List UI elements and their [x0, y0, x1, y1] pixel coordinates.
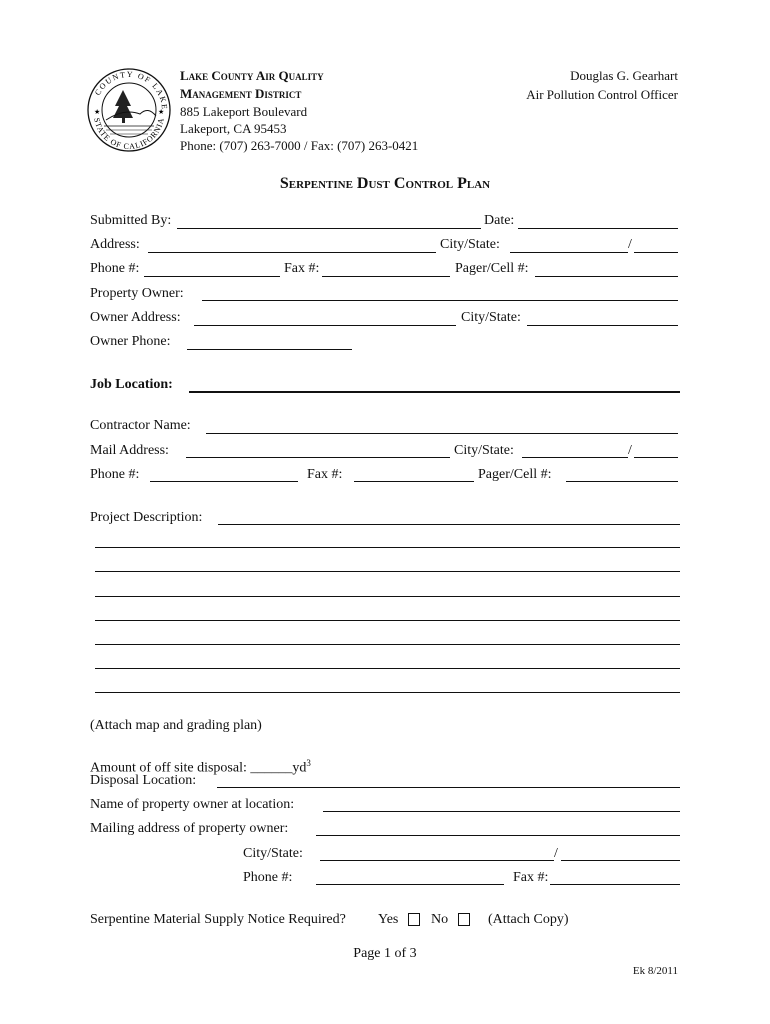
contractor-name-field[interactable] — [206, 433, 678, 434]
agency-phone-fax: Phone: (707) 263-7000 / Fax: (707) 263-0421 — [180, 138, 419, 153]
agency-name-line2: Management District — [180, 86, 302, 101]
project-description-line[interactable] — [95, 644, 680, 645]
owner-phone-label: Owner Phone: — [90, 334, 171, 349]
owner-city-state-field[interactable] — [527, 325, 678, 326]
address-field[interactable] — [148, 252, 436, 253]
page-number: Page 1 of 3 — [353, 946, 417, 961]
contractor-phone-label: Phone #: — [90, 467, 140, 482]
svg-text:COUNTY OF LAKE: COUNTY OF LAKE — [92, 69, 170, 111]
owner-address-field[interactable] — [194, 325, 456, 326]
disposal-location-field[interactable] — [217, 787, 680, 788]
contractor-state-field[interactable] — [634, 457, 678, 458]
project-description-field[interactable] — [218, 524, 680, 525]
contractor-city-field[interactable] — [522, 457, 628, 458]
pager-label: Pager/Cell #: — [455, 261, 529, 276]
project-description-line[interactable] — [95, 596, 680, 597]
supply-notice-question: Serpentine Material Supply Notice Required? — [90, 912, 346, 927]
yes-label: Yes — [378, 912, 399, 927]
submitted-by-field[interactable] — [177, 228, 481, 229]
contractor-name-label: Contractor Name: — [90, 418, 191, 433]
slash-separator: / — [628, 237, 632, 252]
disposal-phone-field[interactable] — [316, 884, 504, 885]
disposal-slash: / — [554, 846, 558, 861]
submitted-by-label: Submitted By: — [90, 213, 172, 228]
owner-phone-field[interactable] — [187, 349, 352, 350]
svg-text:STATE OF CALIFORNIA: STATE OF CALIFORNIA — [92, 116, 166, 152]
disposal-amount-label: Amount of off site disposal: $\_\_\_\_\_\_yd^3$ — [90, 758, 311, 776]
phone-field[interactable] — [144, 276, 280, 277]
owner-city-state-label: City/State: — [461, 310, 521, 325]
agency-street: 885 Lakeport Boulevard — [180, 104, 308, 119]
mail-address-field[interactable] — [186, 457, 450, 458]
form-revision-code: Ek 8/2011 — [632, 965, 678, 977]
disposal-city-field[interactable] — [320, 860, 554, 861]
project-description-line[interactable] — [95, 668, 680, 669]
contractor-pager-field[interactable] — [566, 481, 678, 482]
project-description-line[interactable] — [95, 571, 680, 572]
state-field[interactable] — [634, 252, 678, 253]
job-location-label: Job Location: — [90, 377, 173, 392]
owner-address-label: Owner Address: — [90, 310, 181, 325]
disposal-owner-mailing-field[interactable] — [316, 835, 680, 836]
address-label: Address: — [90, 237, 140, 252]
property-owner-label: Property Owner: — [90, 286, 184, 301]
agency-city: Lakeport, CA 95453 — [180, 121, 287, 136]
disposal-owner-name-label: Name of property owner at location: — [90, 797, 295, 812]
fax-label: Fax #: — [284, 261, 320, 276]
job-location-field[interactable] — [189, 391, 680, 393]
disposal-state-field[interactable] — [561, 860, 680, 861]
disposal-fax-label: Fax #: — [513, 870, 549, 885]
phone-label: Phone #: — [90, 261, 140, 276]
officer-title: Air Pollution Control Officer — [526, 87, 678, 102]
officer-name: Douglas G. Gearhart — [570, 68, 678, 83]
property-owner-field[interactable] — [202, 300, 678, 301]
contractor-phone-field[interactable] — [150, 481, 298, 482]
county-seal-logo — [86, 64, 172, 156]
yes-checkbox[interactable] — [408, 913, 420, 926]
project-description-line[interactable] — [95, 620, 680, 621]
mail-address-label: Mail Address: — [90, 443, 169, 458]
disposal-owner-name-field[interactable] — [323, 811, 680, 812]
form-title: Serpentine Dust Control Plan — [279, 175, 491, 192]
fax-field[interactable] — [322, 276, 450, 277]
no-checkbox[interactable] — [458, 913, 470, 926]
city-state-label: City/State: — [440, 237, 500, 252]
no-label: No — [431, 912, 449, 927]
contractor-city-state-label: City/State: — [454, 443, 514, 458]
agency-name-line1: Lake County Air Quality — [180, 68, 324, 83]
date-label: Date: — [484, 213, 515, 228]
date-field[interactable] — [518, 228, 678, 229]
contractor-fax-label: Fax #: — [307, 467, 343, 482]
contractor-slash: / — [628, 443, 632, 458]
contractor-pager-label: Pager/Cell #: — [478, 467, 552, 482]
svg-text:★: ★ — [94, 108, 101, 116]
disposal-owner-mailing-label: Mailing address of property owner: — [90, 821, 289, 836]
disposal-fax-field[interactable] — [550, 884, 680, 885]
pager-field[interactable] — [535, 276, 678, 277]
disposal-location-label: Disposal Location: — [90, 773, 197, 788]
project-description-line[interactable] — [95, 547, 680, 548]
contractor-fax-field[interactable] — [354, 481, 474, 482]
attach-map-note: (Attach map and grading plan) — [90, 718, 262, 733]
cubic-superscript: 3 — [306, 758, 311, 768]
project-description-line[interactable] — [95, 692, 680, 693]
city-field[interactable] — [510, 252, 628, 253]
svg-text:★: ★ — [158, 108, 165, 116]
disposal-phone-label: Phone #: — [243, 870, 293, 885]
attach-copy-note: (Attach Copy) — [488, 912, 569, 927]
project-description-label: Project Description: — [90, 510, 203, 525]
disposal-city-state-label: City/State: — [243, 846, 303, 861]
